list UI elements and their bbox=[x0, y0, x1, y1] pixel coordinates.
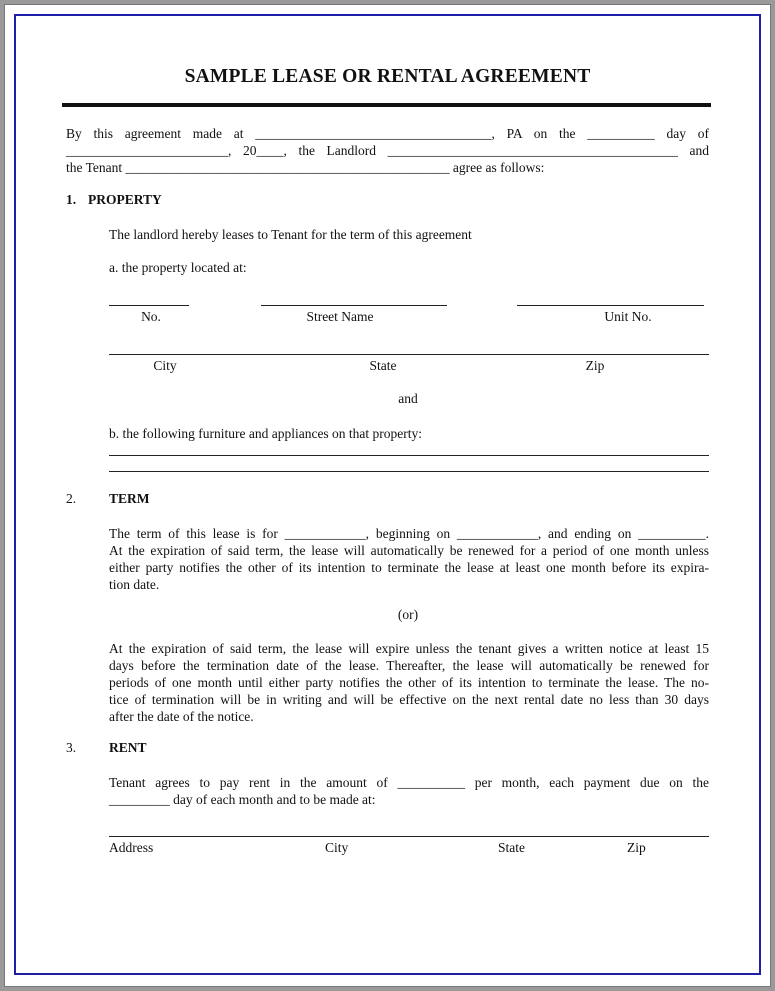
label-zip: Zip bbox=[585, 358, 605, 373]
intro-line-3: the Tenant ________________________________________________ agree as follows: bbox=[66, 160, 545, 175]
label-street-name: Street Name bbox=[306, 309, 374, 324]
section-3-heading: RENT bbox=[109, 740, 147, 755]
unit-no-field-line bbox=[517, 305, 704, 306]
or-text: (or) bbox=[397, 607, 419, 622]
rent-address-field-line bbox=[109, 836, 709, 837]
street-name-field-line bbox=[261, 305, 447, 306]
furniture-line-1 bbox=[109, 455, 709, 456]
term-para2-line1: At the expiration of said term, the lease will expire unless the tenant gives a written notice at least 15 bbox=[109, 641, 709, 656]
intro-line-1: By this agreement made at ___________________________________, PA on the __________ day of bbox=[66, 126, 709, 141]
label-state: State bbox=[369, 358, 397, 373]
term-para2-line3: periods of one month until either party notifies the other of its intention to terminate the lease. The no- bbox=[109, 675, 709, 690]
label-unit-no: Unit No. bbox=[604, 309, 652, 324]
section-2-heading: TERM bbox=[109, 491, 150, 506]
label-rent-city: City bbox=[325, 840, 349, 855]
label-city: City bbox=[153, 358, 177, 373]
term-para1-line4: tion date. bbox=[109, 577, 160, 592]
title-rule bbox=[62, 103, 711, 107]
rent-line-1: Tenant agrees to pay rent in the amount of __________ per month, each payment due on the bbox=[109, 775, 709, 790]
property-item-a: a. the property located at: bbox=[109, 260, 247, 275]
term-para2-line4: tice of termination will be in writing and will be effective on the next rental date no less than 30 days bbox=[109, 692, 709, 707]
term-para2-line5: after the date of the notice. bbox=[109, 709, 254, 724]
section-2-number: 2. bbox=[66, 491, 77, 506]
rent-line-2: _________ day of each month and to be made at: bbox=[109, 792, 376, 807]
label-rent-zip: Zip bbox=[627, 840, 646, 855]
label-rent-state: State bbox=[498, 840, 525, 855]
property-item-b: b. the following furniture and appliances on that property: bbox=[109, 426, 423, 441]
term-para1-line1: The term of this lease is for ____________, beginning on ____________, and ending on __________. bbox=[109, 526, 709, 541]
term-para1-line3: either party notifies the other of its intention to terminate the lease at least one month before its expira- bbox=[109, 560, 709, 575]
city-state-zip-field-line bbox=[109, 354, 709, 355]
intro-line-2: ________________________, 20____, the Landlord ___________________________________________ and bbox=[66, 143, 709, 158]
section-1-number: 1. bbox=[66, 192, 77, 207]
section-3-number: 3. bbox=[66, 740, 77, 755]
label-no: No. bbox=[141, 309, 161, 324]
and-text: and bbox=[398, 391, 418, 406]
section-1-heading: PROPERTY bbox=[88, 192, 162, 207]
document-title: SAMPLE LEASE OR RENTAL AGREEMENT bbox=[184, 66, 591, 87]
furniture-line-2 bbox=[109, 471, 709, 472]
label-address: Address bbox=[109, 840, 154, 855]
term-para1-line2: At the expiration of said term, the lease will automatically be renewed for a period of one month unless bbox=[109, 543, 709, 558]
term-para2-line2: days before the termination date of the lease. Thereafter, the lease will automatically be renewed for bbox=[109, 658, 709, 673]
no-field-line bbox=[109, 305, 189, 306]
property-lease-text: The landlord hereby leases to Tenant for the term of this agreement bbox=[109, 227, 472, 242]
